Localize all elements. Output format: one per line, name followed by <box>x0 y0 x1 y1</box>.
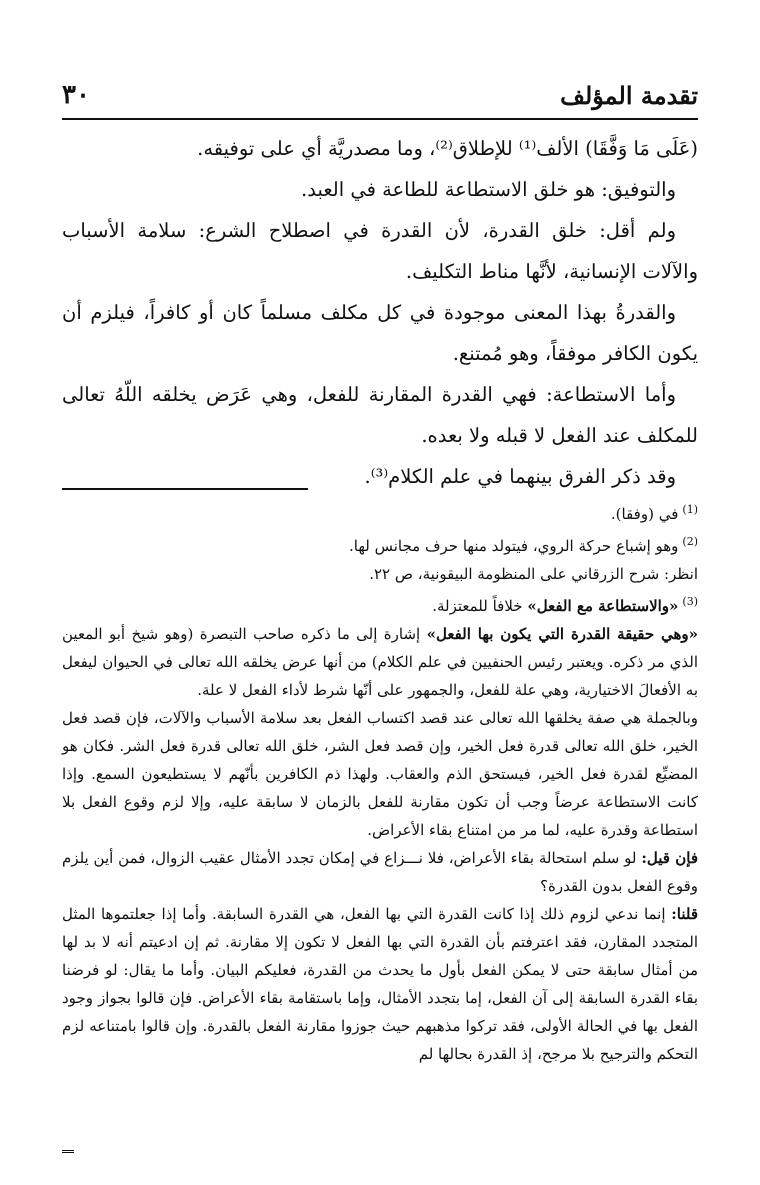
paragraph: وقد ذكر الفرق بينهما في علم الكلام⁽³⁾. <box>364 465 676 488</box>
page-header <box>62 72 698 120</box>
footnote-divider <box>62 488 308 490</box>
quoted-phrase: «وهي حقيقة القدرة التي يكون بها الفعل» <box>426 625 698 643</box>
page-number: ٣٠ <box>62 80 90 110</box>
footnote-3 <box>62 588 698 620</box>
footnote-text: في (وفقا). <box>610 505 679 523</box>
footnote-2 <box>62 528 698 560</box>
footnote-paragraph <box>62 900 698 1068</box>
paragraph: وأما الاستطاعة: فهي القدرة المقارنة للفعل، وهي عَرَض يخلقه اللّهُ تعالى للمكلف عند الفعل لا قبله ولا بعده. <box>62 383 698 447</box>
footnote-marker: (1) <box>682 503 698 516</box>
footnote-marker: (3) <box>682 595 698 608</box>
paragraph: والقدرةُ بهذا المعنى موجودة في كل مكلف مسلماً كان أو كافراً، فيلزم أن يكون الكافر موفقاً، وهو مُمتنع. <box>62 301 698 365</box>
paragraph: ولم أقل: خلق القدرة، لأن القدرة في اصطلاح الشرع: سلامة الأسباب والآلات الإنسانية، لأنَّها مناط التكليف. <box>62 219 698 283</box>
objection-label: فإن قيل: <box>641 849 698 867</box>
footnote-marker: (2) <box>682 535 698 548</box>
footnote-1 <box>62 496 698 528</box>
reply-label: قلنا: <box>671 905 698 923</box>
running-title: تقدمة المؤلف <box>560 80 698 110</box>
footnote-2-reference: انظر: شرح الزرقاني على المنظومة البيقونية، ص ٢٢. <box>369 565 698 583</box>
main-text <box>62 128 698 497</box>
footnote-text: لو سلم استحالة بقاء الأعراض، فلا نـــزاع في إمكان تجدد الأمثال عقيب الزوال، فمن أين يلزم وقوع الفعل بدون القدرة؟ <box>62 849 698 895</box>
footnotes <box>62 496 698 1068</box>
continuation-mark <box>62 1150 74 1153</box>
footnote-paragraph <box>62 620 698 704</box>
footnote-paragraph: وبالجملة هي صفة يخلقها الله تعالى عند قصد اكتساب الفعل بعد سلامة الأسباب والآلات، فإن قصد فعل الخير، خلق الله تعالى قدرة فعل الخير، وإن قصد فعل الشر، خلق الله تعالى قدرة فعل الشر. فكان هو المضيِّع لقدرة فعل الخير، فيستحق الذم والعقاب. ولهذا ذم الكافرين بأنّهم لا يستطيعون السمع. وإذا كانت الاستطاعة عرضاً وجب أن تكون مقارنة للفعل بالزمان لا سابقة عليه، وإلا لزم وقوع الفعل بلا استطاعة وقدرة عليه، لما مر من امتناع بقاء الأعراض. <box>62 709 698 839</box>
paragraph: والتوفيق: هو خلق الاستطاعة للطاعة في العبد. <box>301 178 676 201</box>
footnote-text: وهو إشباع حركة الروي، فيتولد منها حرف مجانس لها. <box>349 537 679 555</box>
footnote-text: إنما ندعي لزوم ذلك إذا كانت القدرة التي بها الفعل، هي القدرة السابقة. وأما إذا جعلتموها المثل المتجدد المقارن، فقد اعترفتم بأن القدرة التي بها الفعل لا تكون إلا مقارنة. ثم إن ادعيتم أنه لا بد لها من أمثال سابقة حتى لا يمكن الفعل بأول ما يحدث من القدرة، فعليكم البيان. وأما ما يقال: لو فرضنا بقاء القدرة السابقة إلى آن الفعل، إما بتجدد الأمثال، وإما باستقامة بقاء الأعراض. فإن قالوا بجواز وجود الفعل بها في الحالة الأولى، فقد تركوا مذهبهم حيث جوزوا مقارنة الفعل بالقدرة. وإن قالوا بامتناعه لزم التحكم والترجيح بلا مرجح، إذ القدرة بحالها لم <box>62 905 698 1063</box>
footnote-text: خلافاً للمعتزلة. <box>432 597 528 615</box>
footnote-text: إشارة إلى ما ذكره صاحب التبصرة (وهو شيخ أبو المعين الذي مر ذكره. ويعتبر رئيس الحنفيين في علم الكلام) من أنها عرض يخلقه الله تعالى في الحيوان ليفعل به الأفعالَ الاختيارية، وهي علة للفعل، والجمهور على أنّها شرط لأداء الفعل لا علة. <box>62 625 698 699</box>
quoted-phrase: «والاستطاعة مع الفعل» <box>527 597 679 615</box>
footnote-paragraph <box>62 844 698 900</box>
paragraph: (عَلَى مَا وَفَّقَا) الألف⁽¹⁾ للإطلاق⁽²⁾، وما مصدريَّة أي على توفيقه. <box>197 137 698 160</box>
